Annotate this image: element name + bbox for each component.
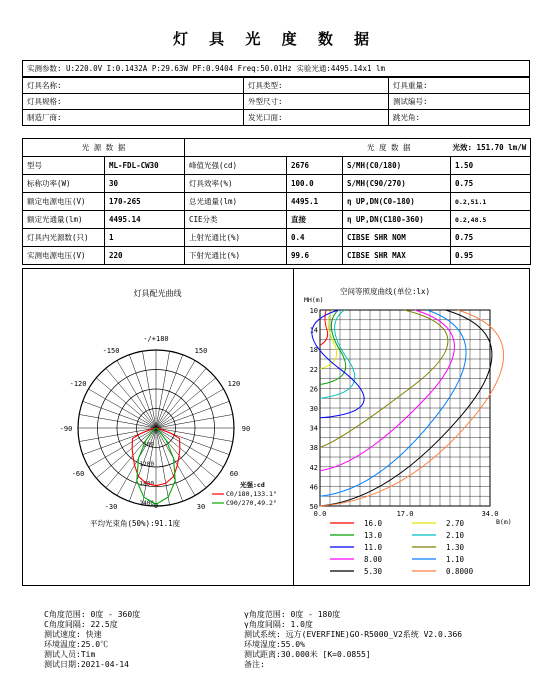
right-header: 光 度 数 据 <box>185 139 451 157</box>
isolux-chart <box>294 290 530 584</box>
label-cell: 峰值光强(cd) <box>185 157 287 175</box>
data-row <box>23 247 531 265</box>
data-row <box>23 175 531 193</box>
iso-y-tick: 22 <box>309 365 318 374</box>
header-row <box>23 139 531 157</box>
info-cell: 灯具类型: <box>244 78 389 94</box>
label-cell: 灯具内光源数(只) <box>23 229 105 247</box>
iso-x-unit: B(m) <box>496 518 512 526</box>
report-title: 灯 具 光 度 数 据 <box>172 30 378 48</box>
label-cell: S/MH(C90/270) <box>343 175 451 193</box>
polar-angle-label: 90 <box>241 425 251 433</box>
data-row <box>23 229 531 247</box>
label-cell: η UP,DN(C180-360) <box>343 211 451 229</box>
iso-legend-label: 16.0 <box>364 519 383 528</box>
polar-angle-label: -120 <box>69 380 87 388</box>
value-cell: 170-265 <box>105 193 185 211</box>
data-row <box>23 157 531 175</box>
label-cell: 实测电源电压(V) <box>23 247 105 265</box>
value-cell: 30 <box>105 175 185 193</box>
polar-angle-label: -30 <box>104 502 118 511</box>
footer-line: 测试速度: 快速 <box>44 630 102 639</box>
polar-angle-label: 0 <box>153 502 159 510</box>
iso-x-tick: 34.0 <box>481 510 499 518</box>
footer-line: 测试距离:30.000米 [K=0.0855] <box>244 650 371 659</box>
polar-angle-label: -90 <box>59 425 73 433</box>
info-cell: 跳光角: <box>389 110 530 126</box>
label-cell: CIE分类 <box>185 211 287 229</box>
value-cell: 4495.14 <box>105 211 185 229</box>
iso-contour <box>320 310 346 385</box>
label-cell: CIBSE SHR NOM <box>343 229 451 247</box>
label-cell: S/MH(C0/180) <box>343 157 451 175</box>
value-cell: 2676 <box>287 157 343 175</box>
label-cell: 型号 <box>23 157 105 175</box>
info-row <box>23 94 529 110</box>
info-table <box>23 77 529 125</box>
iso-y-unit: MH(m) <box>304 296 324 304</box>
value-cell: 0.75 <box>451 229 531 247</box>
label-cell: 额定光通量(lm) <box>23 211 105 229</box>
polar-title: 灯具配光曲线 <box>133 289 182 298</box>
label-cell: 灯具效率(%) <box>185 175 287 193</box>
polar-radial-label: 600 <box>143 441 154 449</box>
label-cell: 额定电源电压(V) <box>23 193 105 211</box>
iso-y-tick: 10 <box>309 307 318 315</box>
footer-left <box>44 610 140 670</box>
value-cell: 1.50 <box>451 157 531 175</box>
footer-line: 环境温度:25.0℃ <box>44 640 109 649</box>
value-cell: 0.95 <box>451 247 531 265</box>
info-cell: 外型尺寸: <box>244 94 389 110</box>
value-cell: ML-FDL-CW30 <box>105 157 185 175</box>
label-cell: 总光通量(lm) <box>185 193 287 211</box>
info-cell: 灯具重量: <box>389 78 530 94</box>
footer-line: γ角度范围: 0度 - 180度 <box>244 610 341 619</box>
info-row <box>23 110 529 126</box>
footer-line: 测试日期:2021-04-14 <box>44 660 129 669</box>
value-cell: 0.2,51.1 <box>451 193 531 211</box>
iso-contour <box>320 310 466 496</box>
iso-y-tick: 42 <box>309 463 318 472</box>
iso-legend-label: 11.0 <box>364 543 383 552</box>
polar-legend-title: 光强:cd <box>240 481 265 489</box>
iso-y-tick: 38 <box>309 444 318 453</box>
polar-radial-label: 1200 <box>139 461 154 468</box>
footer-line: γ角度间隔: 1.0度 <box>244 620 313 629</box>
label-cell: CIBSE SHR MAX <box>343 247 451 265</box>
iso-y-tick: 34 <box>309 424 318 433</box>
photometric-table <box>22 138 531 265</box>
test-params: 实测参数: U:220.0V I:0.1432A P:29.63W PF:0.9404 Freq:50.01Hz 实验光通:4495.14x1 lm <box>23 61 529 77</box>
label-cell: 上射光通比(%) <box>185 229 287 247</box>
efficacy: 光效: 151.70 lm/W <box>451 139 531 157</box>
info-cell: 制造厂商: <box>23 110 244 126</box>
iso-y-tick: 14 <box>309 326 318 335</box>
iso-legend-label: 2.70 <box>446 519 465 528</box>
polar-angle-label: -150 <box>102 347 120 356</box>
iso-y-tick: 18 <box>309 346 318 355</box>
value-cell: 直接 <box>287 211 343 229</box>
polar-angle-label: 60 <box>229 470 239 478</box>
footer-line: 备注: <box>244 660 265 669</box>
value-cell: 220 <box>105 247 185 265</box>
iso-y-tick: 30 <box>309 405 318 413</box>
value-cell: 1 <box>105 229 185 247</box>
beam-angle: 平均光束角(50%):91.1度 <box>90 519 181 528</box>
label-cell: η UP,DN(C0-180) <box>343 193 451 211</box>
info-cell: 灯具规格: <box>23 94 244 110</box>
info-cell: 发光口面: <box>244 110 389 126</box>
polar-legend-label: C0/180,133.1° <box>226 490 277 498</box>
data-row <box>23 211 531 229</box>
polar-legend-label: C90/270,49.2° <box>226 499 277 507</box>
iso-legend-label: 0.8000 <box>446 567 474 576</box>
iso-title: 空间等照度曲线(单位:lx) <box>340 287 431 296</box>
value-cell: 0.4 <box>287 229 343 247</box>
value-cell: 0.75 <box>451 175 531 193</box>
data-row <box>23 193 531 211</box>
value-cell: 4495.1 <box>287 193 343 211</box>
iso-y-tick: 50 <box>309 503 318 511</box>
polar-angle-label: -60 <box>71 470 85 478</box>
polar-angle-label: 30 <box>196 502 206 511</box>
value-cell: 0.2,48.5 <box>451 211 531 229</box>
polar-angle-label: 120 <box>227 380 241 388</box>
polar-angle-label: -/+180 <box>143 335 169 343</box>
iso-legend-label: 8.00 <box>364 555 383 564</box>
iso-legend-label: 1.10 <box>446 555 465 564</box>
label-cell: 标称功率(W) <box>23 175 105 193</box>
info-cell: 灯具名称: <box>23 78 244 94</box>
iso-x-tick: 0.0 <box>313 510 327 518</box>
iso-legend-label: 13.0 <box>364 531 383 540</box>
footer-line: 环境湿度:55.0% <box>244 640 305 649</box>
footer-right <box>244 610 462 670</box>
value-cell: 99.6 <box>287 247 343 265</box>
info-row <box>23 78 529 94</box>
left-header: 光 源 数 据 <box>23 139 185 157</box>
footer-line: 测试人员:Tim <box>44 650 96 659</box>
info-box <box>22 60 530 126</box>
iso-contour <box>320 310 328 345</box>
iso-legend-label: 5.30 <box>364 567 383 576</box>
footer-line: 测试系统: 远方(EVERFINE)GO-R5000_V2系统 V2.0.366 <box>244 630 463 639</box>
iso-legend-label: 2.10 <box>446 531 465 540</box>
iso-legend-label: 1.30 <box>446 543 465 552</box>
value-cell: 100.0 <box>287 175 343 193</box>
iso-y-tick: 26 <box>309 385 318 394</box>
polar-angle-label: 150 <box>194 347 208 356</box>
polar-chart <box>22 300 293 530</box>
polar-radial-label: 1800 <box>139 480 154 488</box>
label-cell: 下射光通比(%) <box>185 247 287 265</box>
footer-line: C角度范围: 0度 - 360度 <box>44 610 141 619</box>
iso-x-tick: 17.0 <box>396 510 414 518</box>
info-cell: 测试编号: <box>389 94 530 110</box>
polar-radial-label: 2400 <box>139 500 154 507</box>
iso-y-tick: 46 <box>309 483 318 492</box>
footer-line: C角度间隔: 22.5度 <box>44 620 118 629</box>
